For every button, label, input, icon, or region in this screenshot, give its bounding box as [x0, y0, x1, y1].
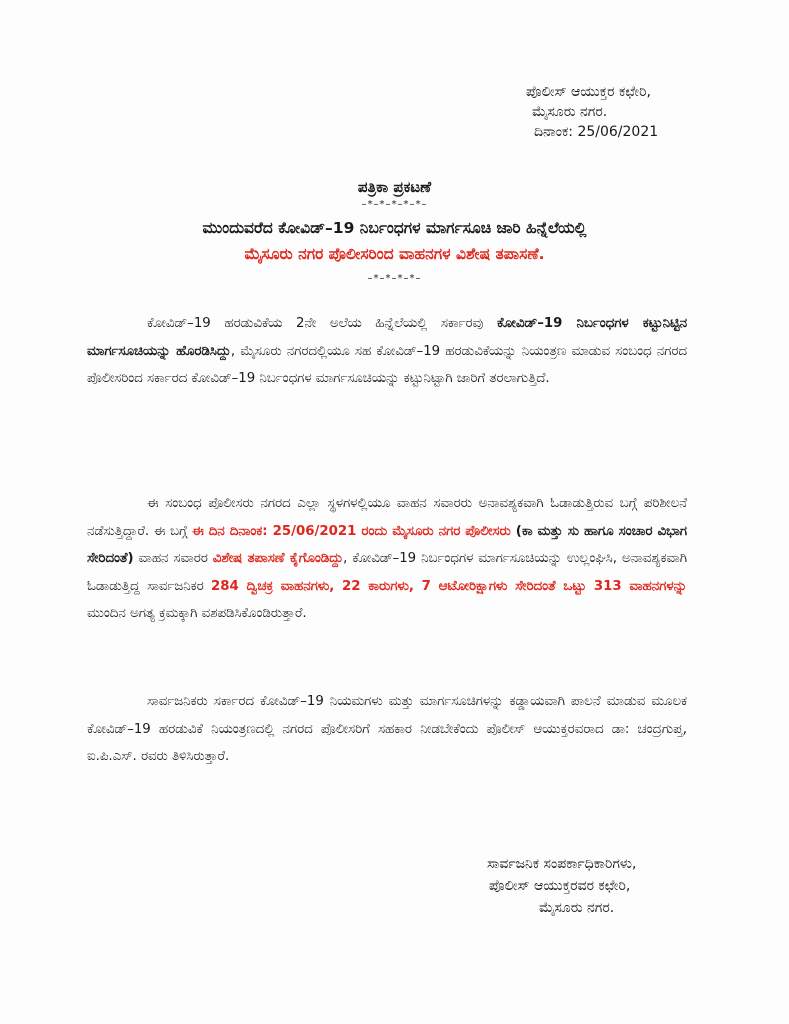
paragraph-1-text-cont: , ಮೈಸೂರು ನಗರದಲ್ಲಿಯೂ ಸಹ ಕೋವಿಡ್–19 ಹರಡುವಿಕೆಯನ್ನು ನಿಯಂತ್ರಣ ಮಾಡುವ ಸಂಬಂಧ ನಗರದ ಪೊಲೀಸರಿಂದ ಸರ್ಕಾರದ ಕೋವಿಡ್–19 ನಿರ್ಬಂಧಗಳ ಮಾರ್ಗಸೂಚಿಯನ್ನು ಕಟ್ಟುನಿಟ್ಟಾಗಿ ಜಾರಿಗೆ ತರಲಾಗುತ್ತಿದೆ. [87, 343, 687, 386]
press-release-title: ಪತ್ರಿಕಾ ಪ್ರಕಟಣೆ [357, 178, 432, 196]
office-city: ಮೈಸೂರು ನಗರ. [532, 104, 608, 120]
signature-block [487, 853, 747, 919]
paragraph-3 [87, 688, 687, 771]
paragraph-1-bold: ಕೋವಿಡ್–19 ನಿರ್ಬಂಧಗಳ ಕಟ್ಟುನಿಟ್ಟಿನ ಮಾರ್ಗಸೂಚಿಯನ್ನು ಹೊರಡಿಸಿದ್ದು [87, 316, 687, 359]
paragraph-2-text-4: ಮುಂದಿನ ಅಗತ್ಯ ಕ್ರಮಕ್ಕಾಗಿ ವಶಪಡಿಸಿಕೊಂಡಿರುತ್ತಾರೆ. [87, 606, 307, 621]
signature-designation: ಸಾರ್ವಜನಿಕ ಸಂಪರ್ಕಾಧಿಕಾರಿಗಳು, [487, 856, 637, 872]
paragraph-1-text: ಕೋವಿಡ್–19 ಹರಡುವಿಕೆಯ 2ನೇ ಅಲೆಯ ಹಿನ್ನೆಲೆಯಲ್ಲಿ ಸರ್ಕಾರವು [147, 316, 498, 331]
paragraph-2-text-3: , ಕೋವಿಡ್–19 ನಿರ್ಬಂಧಗಳ ಮಾರ್ಗಸೂಚಿಯನ್ನು ಉಲ್ಲಂಘಿಸಿ, ಅನಾವಶ್ಯಕವಾಗಿ ಓಡಾಡುತ್ತಿದ್ದ ಸಾರ್ವಜನಿಕರ [87, 551, 687, 594]
title-separator: –*–*–*–*–*– [361, 199, 428, 210]
paragraph-2-bold-divisions: (ಕಾ ಮತ್ತು ಸು ಹಾಗೂ ಸಂಚಾರ ವಿಭಾಗ ಸೇರಿದಂತೆ) [87, 523, 688, 566]
headline: ಮುಂದುವರೆದ ಕೋವಿಡ್–19 ನಿರ್ಬಂಧಗಳ ಮಾರ್ಗಸೂಚಿ ಜಾರಿ ಹಿನ್ನೆಲೆಯಲ್ಲಿ [202, 219, 587, 237]
paragraph-2 [87, 490, 687, 628]
paragraph-2-text: ಈ ಸಂಬಂಧ ಪೊಲೀಸರು ನಗರದ ಎಲ್ಲಾ ಸ್ಥಳಗಳಲ್ಲಿಯೂ ವಾಹನ ಸವಾರರು ಅನಾವಶ್ಯಕವಾಗಿ ಓಡಾಡುತ್ತಿರುವ ಬಗ್ಗೆ ಪರಿಶೀಲನೆ ನಡೆಸುತ್ತಿದ್ದಾರೆ. ಈ ಬಗ್ಗೆ [87, 496, 687, 539]
paragraph-2-highlight-vehicle-counts: 284 ದ್ವಿಚಕ್ರ ವಾಹನಗಳು, 22 ಕಾರುಗಳು, 7 ಆಟೋರಿಕ್ಷಾಗಳು ಸೇರಿದಂತೆ ಒಟ್ಟು 313 ವಾಹನಗಳನ್ನು [210, 578, 687, 594]
signature-office: ಪೊಲೀಸ್ ಆಯುಕ್ತರವರ ಕಛೇರಿ, [489, 878, 631, 894]
paragraph-2-highlight-date: ಈ ದಿನ ದಿನಾಂಕ: 25/06/2021 ರಂದು ಮೈಸೂರು ನಗರ ಪೊಲೀಸರು [192, 523, 511, 539]
paragraph-2-text-2: ವಾಹನ ಸವಾರರ [133, 551, 213, 566]
office-name: ಪೊಲೀಸ್ ಆಯುಕ್ತರ ಕಛೇರಿ, [526, 84, 651, 100]
subheadline-separator: –*–*–*–*– [367, 273, 422, 284]
paragraph-1 [87, 310, 687, 393]
paragraph-2-highlight-inspection: ವಿಶೇಷ ತಪಾಸಣೆ ಕೈಗೊಂಡಿದ್ದು [212, 551, 344, 566]
paragraph-3-text: ಸಾರ್ವಜನಿಕರು ಸರ್ಕಾರದ ಕೋವಿಡ್–19 ನಿಯಮಗಳು ಮತ್ತು ಮಾರ್ಗಸೂಚಿಗಳನ್ನು ಕಡ್ಡಾಯವಾಗಿ ಪಾಲನೆ ಮಾಡುವ ಮೂಲಕ ಕೋವಿಡ್–19 ಹರಡುವಿಕೆ ನಿಯಂತ್ರಣದಲ್ಲಿ ನಗರದ ಪೊಲೀಸರಿಗೆ ಸಹಕಾರ ನೀಡಬೇಕೆಂದು ಪೊಲೀಸ್ ಆಯುಕ್ತರವರಾದ ಡಾ: ಚಂದ್ರಗುಪ್ತ, ಐ.ಪಿ.ಎಸ್. ರವರು ತಿಳಿಸಿರುತ್ತಾರೆ. [87, 694, 687, 764]
signature-city: ಮೈಸೂರು ನಗರ. [539, 900, 615, 916]
subheadline: ಮೈಸೂರು ನಗರ ಪೊಲೀಸರಿಂದ ವಾಹನಗಳ ವಿಶೇಷ ತಪಾಸಣೆ. [244, 245, 545, 263]
office-address [526, 82, 766, 142]
release-date: ದಿನಾಂಕ: 25/06/2021 [534, 124, 659, 140]
title-block [0, 177, 789, 287]
